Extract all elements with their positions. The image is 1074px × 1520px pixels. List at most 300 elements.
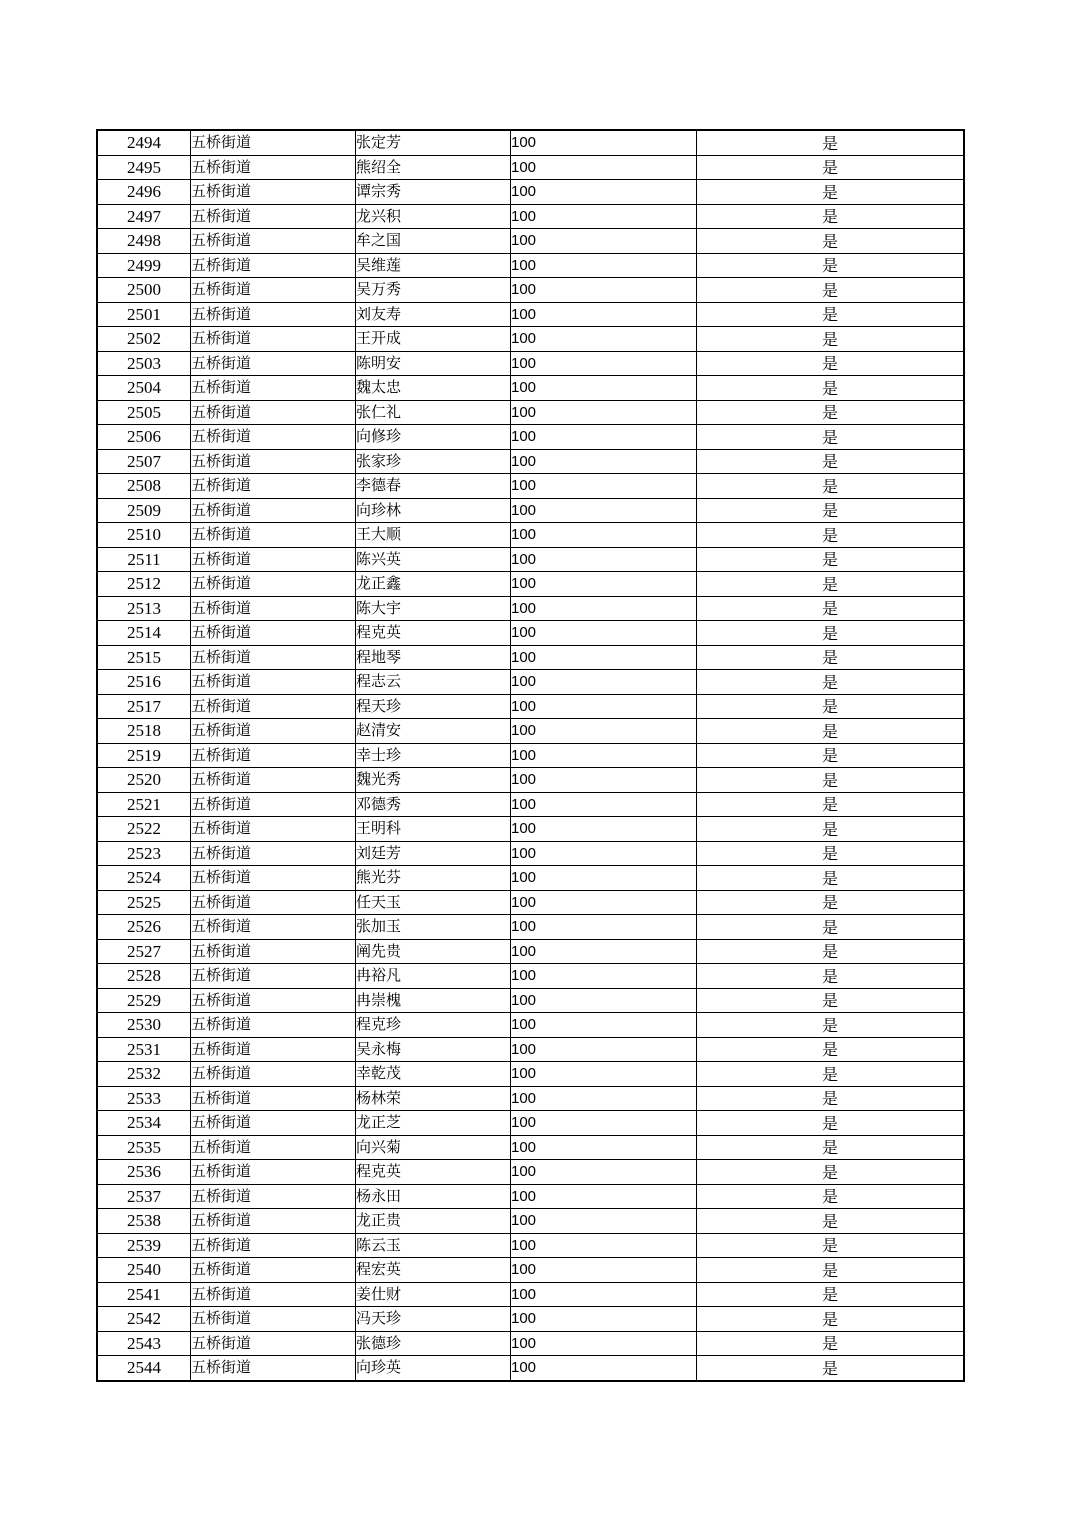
street-cell: 五桥街道 <box>191 229 356 254</box>
row-number-cell: 2522 <box>97 817 191 842</box>
flag-cell: 是 <box>697 1160 965 1185</box>
street-cell: 五桥街道 <box>191 547 356 572</box>
amount-cell: 100 <box>511 351 697 376</box>
row-number-cell: 2502 <box>97 327 191 352</box>
table-row <box>97 792 964 817</box>
data-table <box>96 129 965 1382</box>
row-number-cell: 2539 <box>97 1233 191 1258</box>
person-name-cell: 刘廷芳 <box>356 841 511 866</box>
amount-cell: 100 <box>511 155 697 180</box>
flag-cell: 是 <box>697 817 965 842</box>
row-number-cell: 2537 <box>97 1184 191 1209</box>
row-number-cell: 2507 <box>97 449 191 474</box>
table-row <box>97 302 964 327</box>
table-row <box>97 547 964 572</box>
row-number-cell: 2515 <box>97 645 191 670</box>
flag-cell: 是 <box>697 670 965 695</box>
table-row <box>97 130 964 155</box>
flag-cell: 是 <box>697 253 965 278</box>
row-number-cell: 2499 <box>97 253 191 278</box>
flag-cell: 是 <box>697 1282 965 1307</box>
flag-cell: 是 <box>697 1062 965 1087</box>
flag-cell: 是 <box>697 180 965 205</box>
street-cell: 五桥街道 <box>191 670 356 695</box>
person-name-cell: 张仁礼 <box>356 400 511 425</box>
flag-cell: 是 <box>697 229 965 254</box>
row-number-cell: 2508 <box>97 474 191 499</box>
person-name-cell: 吴万秀 <box>356 278 511 303</box>
table-row <box>97 1062 964 1087</box>
person-name-cell: 魏太忠 <box>356 376 511 401</box>
row-number-cell: 2510 <box>97 523 191 548</box>
table-row <box>97 180 964 205</box>
amount-cell: 100 <box>511 474 697 499</box>
table-row <box>97 498 964 523</box>
amount-cell: 100 <box>511 253 697 278</box>
person-name-cell: 程天珍 <box>356 694 511 719</box>
table-row <box>97 1135 964 1160</box>
person-name-cell: 张加玉 <box>356 915 511 940</box>
street-cell: 五桥街道 <box>191 253 356 278</box>
amount-cell: 100 <box>511 670 697 695</box>
person-name-cell: 刘友寿 <box>356 302 511 327</box>
person-name-cell: 程克英 <box>356 1160 511 1185</box>
flag-cell: 是 <box>697 1013 965 1038</box>
street-cell: 五桥街道 <box>191 1037 356 1062</box>
amount-cell: 100 <box>511 841 697 866</box>
amount-cell: 100 <box>511 817 697 842</box>
street-cell: 五桥街道 <box>191 694 356 719</box>
row-number-cell: 2533 <box>97 1086 191 1111</box>
amount-cell: 100 <box>511 400 697 425</box>
row-number-cell: 2524 <box>97 866 191 891</box>
table-row <box>97 229 964 254</box>
flag-cell: 是 <box>697 425 965 450</box>
flag-cell: 是 <box>697 890 965 915</box>
person-name-cell: 陈大宇 <box>356 596 511 621</box>
flag-cell: 是 <box>697 204 965 229</box>
flag-cell: 是 <box>697 939 965 964</box>
person-name-cell: 邓德秀 <box>356 792 511 817</box>
person-name-cell: 李德春 <box>356 474 511 499</box>
row-number-cell: 2501 <box>97 302 191 327</box>
flag-cell: 是 <box>697 1111 965 1136</box>
table-row <box>97 1209 964 1234</box>
amount-cell: 100 <box>511 278 697 303</box>
table-row <box>97 719 964 744</box>
amount-cell: 100 <box>511 1258 697 1283</box>
amount-cell: 100 <box>511 327 697 352</box>
table-row <box>97 474 964 499</box>
street-cell: 五桥街道 <box>191 1160 356 1185</box>
person-name-cell: 王开成 <box>356 327 511 352</box>
person-name-cell: 谭宗秀 <box>356 180 511 205</box>
person-name-cell: 吴维莲 <box>356 253 511 278</box>
row-number-cell: 2517 <box>97 694 191 719</box>
row-number-cell: 2536 <box>97 1160 191 1185</box>
street-cell: 五桥街道 <box>191 841 356 866</box>
amount-cell: 100 <box>511 915 697 940</box>
table-row <box>97 1111 964 1136</box>
flag-cell: 是 <box>697 523 965 548</box>
table-row <box>97 621 964 646</box>
flag-cell: 是 <box>697 327 965 352</box>
flag-cell: 是 <box>697 988 965 1013</box>
amount-cell: 100 <box>511 1184 697 1209</box>
row-number-cell: 2505 <box>97 400 191 425</box>
amount-cell: 100 <box>511 645 697 670</box>
street-cell: 五桥街道 <box>191 1184 356 1209</box>
row-number-cell: 2513 <box>97 596 191 621</box>
flag-cell: 是 <box>697 498 965 523</box>
row-number-cell: 2544 <box>97 1356 191 1381</box>
flag-cell: 是 <box>697 915 965 940</box>
table-row <box>97 572 964 597</box>
person-name-cell: 阐先贵 <box>356 939 511 964</box>
table-row <box>97 376 964 401</box>
flag-cell: 是 <box>697 1086 965 1111</box>
amount-cell: 100 <box>511 1209 697 1234</box>
street-cell: 五桥街道 <box>191 351 356 376</box>
flag-cell: 是 <box>697 449 965 474</box>
table-row <box>97 939 964 964</box>
table-row <box>97 1013 964 1038</box>
person-name-cell: 张家珍 <box>356 449 511 474</box>
person-name-cell: 魏光秀 <box>356 768 511 793</box>
table-row <box>97 1356 964 1381</box>
row-number-cell: 2538 <box>97 1209 191 1234</box>
street-cell: 五桥街道 <box>191 1282 356 1307</box>
table-row <box>97 278 964 303</box>
row-number-cell: 2506 <box>97 425 191 450</box>
amount-cell: 100 <box>511 180 697 205</box>
person-name-cell: 龙正芝 <box>356 1111 511 1136</box>
row-number-cell: 2535 <box>97 1135 191 1160</box>
row-number-cell: 2497 <box>97 204 191 229</box>
street-cell: 五桥街道 <box>191 964 356 989</box>
flag-cell: 是 <box>697 155 965 180</box>
street-cell: 五桥街道 <box>191 474 356 499</box>
row-number-cell: 2496 <box>97 180 191 205</box>
amount-cell: 100 <box>511 130 697 155</box>
table-row <box>97 890 964 915</box>
table-row <box>97 400 964 425</box>
person-name-cell: 程志云 <box>356 670 511 695</box>
table-body <box>97 130 964 1381</box>
amount-cell: 100 <box>511 939 697 964</box>
street-cell: 五桥街道 <box>191 180 356 205</box>
row-number-cell: 2529 <box>97 988 191 1013</box>
amount-cell: 100 <box>511 890 697 915</box>
flag-cell: 是 <box>697 351 965 376</box>
table-row <box>97 596 964 621</box>
table-row <box>97 204 964 229</box>
flag-cell: 是 <box>697 302 965 327</box>
amount-cell: 100 <box>511 1013 697 1038</box>
amount-cell: 100 <box>511 596 697 621</box>
street-cell: 五桥街道 <box>191 866 356 891</box>
street-cell: 五桥街道 <box>191 1307 356 1332</box>
amount-cell: 100 <box>511 1037 697 1062</box>
person-name-cell: 熊绍全 <box>356 155 511 180</box>
row-number-cell: 2519 <box>97 743 191 768</box>
person-name-cell: 任天玉 <box>356 890 511 915</box>
flag-cell: 是 <box>697 1209 965 1234</box>
person-name-cell: 向珍英 <box>356 1356 511 1381</box>
amount-cell: 100 <box>511 694 697 719</box>
row-number-cell: 2530 <box>97 1013 191 1038</box>
amount-cell: 100 <box>511 1086 697 1111</box>
street-cell: 五桥街道 <box>191 1258 356 1283</box>
row-number-cell: 2498 <box>97 229 191 254</box>
street-cell: 五桥街道 <box>191 1209 356 1234</box>
street-cell: 五桥街道 <box>191 204 356 229</box>
street-cell: 五桥街道 <box>191 596 356 621</box>
flag-cell: 是 <box>697 719 965 744</box>
row-number-cell: 2527 <box>97 939 191 964</box>
street-cell: 五桥街道 <box>191 376 356 401</box>
person-name-cell: 冯天珍 <box>356 1307 511 1332</box>
person-name-cell: 王大顺 <box>356 523 511 548</box>
table-row <box>97 155 964 180</box>
person-name-cell: 幸士珍 <box>356 743 511 768</box>
amount-cell: 100 <box>511 792 697 817</box>
row-number-cell: 2542 <box>97 1307 191 1332</box>
amount-cell: 100 <box>511 1282 697 1307</box>
person-name-cell: 吴永梅 <box>356 1037 511 1062</box>
person-name-cell: 熊光芬 <box>356 866 511 891</box>
table-row <box>97 253 964 278</box>
amount-cell: 100 <box>511 204 697 229</box>
row-number-cell: 2532 <box>97 1062 191 1087</box>
row-number-cell: 2531 <box>97 1037 191 1062</box>
row-number-cell: 2509 <box>97 498 191 523</box>
street-cell: 五桥街道 <box>191 130 356 155</box>
flag-cell: 是 <box>697 1356 965 1381</box>
person-name-cell: 陈明安 <box>356 351 511 376</box>
street-cell: 五桥街道 <box>191 719 356 744</box>
street-cell: 五桥街道 <box>191 1086 356 1111</box>
row-number-cell: 2526 <box>97 915 191 940</box>
row-number-cell: 2540 <box>97 1258 191 1283</box>
person-name-cell: 张德珍 <box>356 1331 511 1356</box>
table-row <box>97 768 964 793</box>
table-row <box>97 1037 964 1062</box>
flag-cell: 是 <box>697 841 965 866</box>
street-cell: 五桥街道 <box>191 1135 356 1160</box>
amount-cell: 100 <box>511 964 697 989</box>
row-number-cell: 2516 <box>97 670 191 695</box>
street-cell: 五桥街道 <box>191 743 356 768</box>
table-row <box>97 425 964 450</box>
table-row <box>97 351 964 376</box>
person-name-cell: 程克英 <box>356 621 511 646</box>
street-cell: 五桥街道 <box>191 645 356 670</box>
amount-cell: 100 <box>511 425 697 450</box>
street-cell: 五桥街道 <box>191 1013 356 1038</box>
street-cell: 五桥街道 <box>191 449 356 474</box>
table-row <box>97 988 964 1013</box>
flag-cell: 是 <box>697 130 965 155</box>
street-cell: 五桥街道 <box>191 988 356 1013</box>
street-cell: 五桥街道 <box>191 1233 356 1258</box>
person-name-cell: 冉崇槐 <box>356 988 511 1013</box>
table-row <box>97 743 964 768</box>
table-row <box>97 1184 964 1209</box>
person-name-cell: 牟之国 <box>356 229 511 254</box>
flag-cell: 是 <box>697 400 965 425</box>
person-name-cell: 龙兴积 <box>356 204 511 229</box>
table-row <box>97 645 964 670</box>
flag-cell: 是 <box>697 866 965 891</box>
amount-cell: 100 <box>511 302 697 327</box>
amount-cell: 100 <box>511 743 697 768</box>
person-name-cell: 冉裕凡 <box>356 964 511 989</box>
flag-cell: 是 <box>697 1258 965 1283</box>
street-cell: 五桥街道 <box>191 1356 356 1381</box>
amount-cell: 100 <box>511 621 697 646</box>
street-cell: 五桥街道 <box>191 425 356 450</box>
person-name-cell: 陈云玉 <box>356 1233 511 1258</box>
row-number-cell: 2525 <box>97 890 191 915</box>
street-cell: 五桥街道 <box>191 817 356 842</box>
flag-cell: 是 <box>697 596 965 621</box>
flag-cell: 是 <box>697 1233 965 1258</box>
table-row <box>97 817 964 842</box>
flag-cell: 是 <box>697 278 965 303</box>
person-name-cell: 赵清安 <box>356 719 511 744</box>
row-number-cell: 2511 <box>97 547 191 572</box>
street-cell: 五桥街道 <box>191 400 356 425</box>
row-number-cell: 2520 <box>97 768 191 793</box>
table-row <box>97 841 964 866</box>
flag-cell: 是 <box>697 645 965 670</box>
street-cell: 五桥街道 <box>191 915 356 940</box>
amount-cell: 100 <box>511 719 697 744</box>
table-row <box>97 670 964 695</box>
amount-cell: 100 <box>511 988 697 1013</box>
street-cell: 五桥街道 <box>191 939 356 964</box>
flag-cell: 是 <box>697 792 965 817</box>
amount-cell: 100 <box>511 229 697 254</box>
person-name-cell: 程地琴 <box>356 645 511 670</box>
flag-cell: 是 <box>697 572 965 597</box>
amount-cell: 100 <box>511 1356 697 1381</box>
person-name-cell: 王明科 <box>356 817 511 842</box>
street-cell: 五桥街道 <box>191 1111 356 1136</box>
street-cell: 五桥街道 <box>191 1062 356 1087</box>
row-number-cell: 2521 <box>97 792 191 817</box>
row-number-cell: 2500 <box>97 278 191 303</box>
person-name-cell: 向珍林 <box>356 498 511 523</box>
flag-cell: 是 <box>697 694 965 719</box>
amount-cell: 100 <box>511 1331 697 1356</box>
table-row <box>97 1086 964 1111</box>
street-cell: 五桥街道 <box>191 155 356 180</box>
flag-cell: 是 <box>697 376 965 401</box>
flag-cell: 是 <box>697 743 965 768</box>
person-name-cell: 向修珍 <box>356 425 511 450</box>
table-row <box>97 1282 964 1307</box>
row-number-cell: 2541 <box>97 1282 191 1307</box>
street-cell: 五桥街道 <box>191 278 356 303</box>
row-number-cell: 2512 <box>97 572 191 597</box>
row-number-cell: 2514 <box>97 621 191 646</box>
table-row <box>97 523 964 548</box>
amount-cell: 100 <box>511 498 697 523</box>
amount-cell: 100 <box>511 1307 697 1332</box>
row-number-cell: 2495 <box>97 155 191 180</box>
amount-cell: 100 <box>511 866 697 891</box>
row-number-cell: 2523 <box>97 841 191 866</box>
amount-cell: 100 <box>511 376 697 401</box>
flag-cell: 是 <box>697 1037 965 1062</box>
table-row <box>97 964 964 989</box>
person-name-cell: 姜仕财 <box>356 1282 511 1307</box>
row-number-cell: 2528 <box>97 964 191 989</box>
street-cell: 五桥街道 <box>191 327 356 352</box>
table-row <box>97 915 964 940</box>
amount-cell: 100 <box>511 1160 697 1185</box>
table-row <box>97 1258 964 1283</box>
table-row <box>97 1307 964 1332</box>
person-name-cell: 陈兴英 <box>356 547 511 572</box>
street-cell: 五桥街道 <box>191 498 356 523</box>
amount-cell: 100 <box>511 523 697 548</box>
flag-cell: 是 <box>697 768 965 793</box>
street-cell: 五桥街道 <box>191 792 356 817</box>
row-number-cell: 2494 <box>97 130 191 155</box>
table-row <box>97 866 964 891</box>
row-number-cell: 2504 <box>97 376 191 401</box>
street-cell: 五桥街道 <box>191 768 356 793</box>
flag-cell: 是 <box>697 964 965 989</box>
street-cell: 五桥街道 <box>191 572 356 597</box>
person-name-cell: 龙正贵 <box>356 1209 511 1234</box>
person-name-cell: 向兴菊 <box>356 1135 511 1160</box>
table-row <box>97 1160 964 1185</box>
street-cell: 五桥街道 <box>191 302 356 327</box>
street-cell: 五桥街道 <box>191 523 356 548</box>
table-row <box>97 1233 964 1258</box>
person-name-cell: 龙正鑫 <box>356 572 511 597</box>
flag-cell: 是 <box>697 621 965 646</box>
row-number-cell: 2518 <box>97 719 191 744</box>
flag-cell: 是 <box>697 1331 965 1356</box>
amount-cell: 100 <box>511 1233 697 1258</box>
flag-cell: 是 <box>697 547 965 572</box>
street-cell: 五桥街道 <box>191 890 356 915</box>
amount-cell: 100 <box>511 547 697 572</box>
person-name-cell: 程克珍 <box>356 1013 511 1038</box>
person-name-cell: 张定芳 <box>356 130 511 155</box>
person-name-cell: 杨永田 <box>356 1184 511 1209</box>
amount-cell: 100 <box>511 449 697 474</box>
person-name-cell: 幸乾茂 <box>356 1062 511 1087</box>
amount-cell: 100 <box>511 1111 697 1136</box>
amount-cell: 100 <box>511 1062 697 1087</box>
table-row <box>97 449 964 474</box>
street-cell: 五桥街道 <box>191 621 356 646</box>
row-number-cell: 2543 <box>97 1331 191 1356</box>
amount-cell: 100 <box>511 572 697 597</box>
amount-cell: 100 <box>511 768 697 793</box>
table-row <box>97 1331 964 1356</box>
flag-cell: 是 <box>697 1135 965 1160</box>
table-row <box>97 694 964 719</box>
row-number-cell: 2534 <box>97 1111 191 1136</box>
row-number-cell: 2503 <box>97 351 191 376</box>
